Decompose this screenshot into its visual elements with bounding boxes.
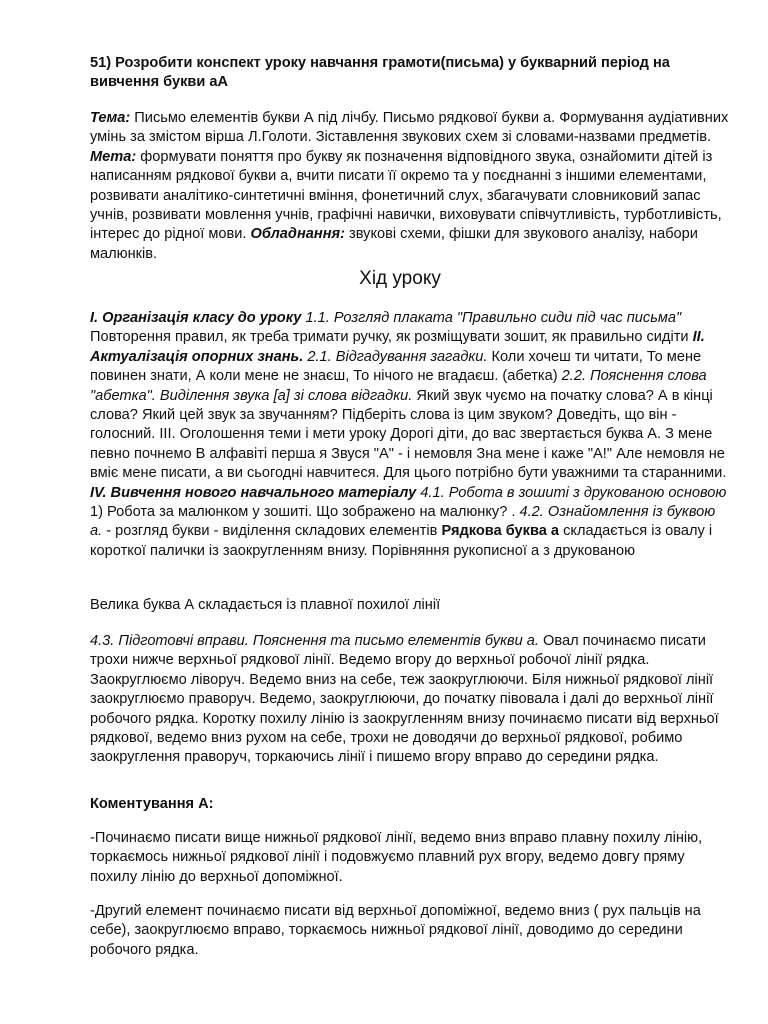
commentary-paragraph-1: -Починаємо писати вище нижньої рядкової лінії, ведемо вниз вправо плавну похилу лінію, торкаємось нижньої рядкової лінії і подовжуємо плавний рух вгору, ведемо довгу пряму похилу лінію до верхньої допоміжної. <box>90 830 703 885</box>
riddle-text: Коли хочеш ти читати, То мене повинен знати, А коли мене не знаєш, То нічого не вгадаєш. (абетка) <box>90 348 702 385</box>
lesson-title: Хід уроку <box>359 268 441 289</box>
commentary-paragraph-2: -Другий елемент починаємо писати від верхньої допоміжної, ведемо вниз ( рух пальців на себе), заокруглюємо вправо, торкаємось нижньої рядкової лінії, доводимо до середини робочого рядка. <box>90 903 701 958</box>
assignment-heading: 51) Розробити конспект уроку навчання грамоти(письма) у букварний період на вивчення букви аА <box>90 55 670 91</box>
exercises-text: Овал починаємо писати трохи нижче верхньої рядкової лінії. Ведемо вгору до верхньої робочої лінії рядка. Заокруглюємо ліворуч. Ведемо вниз на себе, теж заокруглюючи. Біля нижньої рядкової лінії заокруглюємо праворуч. Ведемо, заокруглюючи, до початку півовала і далі до верхньої лінії робочого рядка. Коротку похилу лінію із заокругленням внизу починаємо писати від верхньої рядкової, ведемо вниз рухом на себе, трохи не доводячи до верхньої рядкової, робимо заокруглення праворуч, торкаючись лінії і пишемо вгору вправо до середини рядка. <box>90 633 719 766</box>
course-text-5: - розгляд букви - виділення складових елементів <box>102 523 442 540</box>
topic-label: Тема: <box>90 110 131 126</box>
topic-paragraph <box>90 109 730 264</box>
capital-a-paragraph: Велика буква А складається із плавної похилої лінії <box>90 597 441 613</box>
section-2-label: ІІ. Актуалізація опорних знань. <box>90 329 705 365</box>
course-text-6: складається із овалу і короткої палички із заокругленням внизу. Порівняння рукописної а з друкованою <box>90 523 713 559</box>
section-4-2: 4.2. Ознайомлення із буквою а. <box>90 504 716 540</box>
course-text-1: Повторення правил, як треба тримати ручку, як розміщувати зошит, як правильно сидіти <box>90 329 693 346</box>
section-2-2: 2.2. Пояснення слова "абетка". Виділення звука [а] зі слова відгадки. <box>90 368 707 404</box>
course-text-4: 1) Робота за малюнком у зошиті. Що зображено на малюнку? . <box>90 504 520 521</box>
section-4-1: 4.1. Робота в зошиті з друкованою основою <box>416 484 727 501</box>
lesson-course-paragraph <box>90 309 730 561</box>
goal-text: формувати поняття про букву як позначення відповідного звука, ознайомити дітей із написанням рядкової букви а, вчити писати її окремо та у поєднанні з іншими елементами, розвивати аналітико-синтетичні вміння, фонетичний слух, збагачувати словниковий запас учнів, розвивати мовлення учнів, графічні навички, виховувати співчутливість, турботливість, інтерес до рідної мови. <box>90 148 722 243</box>
section-2-1: 2.1. Відгадування загадки. <box>303 348 488 365</box>
letter-a-bold: Рядкова буква а <box>441 523 560 540</box>
goal-label: Мета: <box>90 148 137 165</box>
section-1-label: І. Організація класу до уроку <box>90 310 302 326</box>
exercises-label: 4.3. Підготовчі вправи. Пояснення та письмо елементів букви а. <box>90 633 539 649</box>
topic-text: Письмо елементів букви А під лічбу. Письмо рядкової букви а. Формування аудіативних умінь за змістом вірша Л.Голоти. Зіставлення звукових схем зі словами-назвами предметів. <box>90 110 729 146</box>
section-4-label: IV. Вивчення нового навчального матеріалу <box>90 484 417 501</box>
equipment-text: звукові схеми, фішки для звукового аналізу, набори малюнків. <box>90 226 698 262</box>
course-text-3: Який звук чуємо на початку слова? А в кінці слова? Який цей звук за звучанням? Підберіть слова із цим звуком? Доведіть, що він - голосний. ІІІ. Оголошення теми і мети уроку Дорогі діти, до вас звертається буква А. З мене певно почнемо В алфавіті перша я Звуся "А" - і немовля Зна мене і каже "А!" Але немовля не вміє мене писати, а ви сьогодні навчитеся. Для цього потрібно бути уважними та старанними. <box>90 387 727 482</box>
exercises-paragraph <box>90 632 730 768</box>
commentary-title: Коментування А: <box>90 796 214 812</box>
equipment-label: Обладнання: <box>250 226 345 243</box>
section-1-1: 1.1. Розгляд плаката "Правильно сиди під час письма" <box>301 310 682 326</box>
